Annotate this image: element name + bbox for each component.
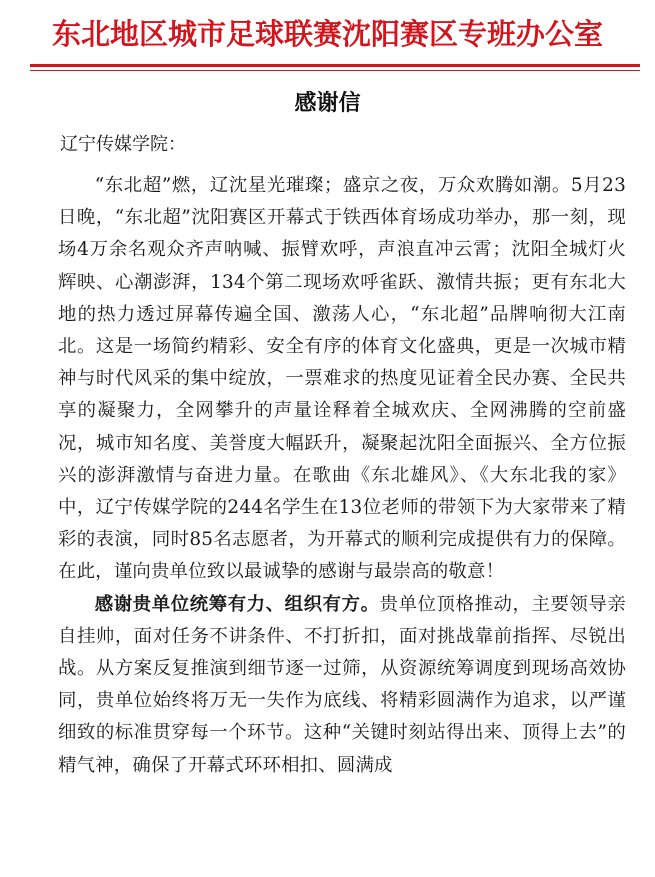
paragraph-2-body: 贵单位顶格推动，主要领导亲自挂帅，面对任务不讲条件、不打折扣，面对挑战靠前指挥、尽锐出战。从方案反复推演到细节逐一过筛，从资源统筹调度到现场高效协同，贵单位始终将万无一失作为底线、将精彩圆满作为追求，以严谨细致的标准贯穿每一个环节。这种“关键时刻站得出来、顶得上去”的精气神，确保了开幕式环环相扣、圆满成 — [58, 593, 626, 776]
paragraph-1: “东北超”燃，辽沈星光璀璨；盛京之夜，万众欢腾如潮。5月23日晚，“东北超”沈阳赛区开幕式于铁西体育场成功举办，那一刻，现场4万余名观众齐声呐喊、振臂欢呼，声浪直冲云霄；沈阳全城灯火辉映、心潮澎湃，134个第二现场欢呼雀跃、激情共振；更有东北大地的热力透过屏幕传遍全国、激荡人心，“东北超”品牌响彻大江南北。这是一场简约精彩、安全有序的体育文化盛典，更是一次城市精神与时代风采的集中绽放，一票难求的热度见证着全民办赛、全民共享的凝聚力，全网攀升的声量诠释着全城欢庆、全网沸腾的空前盛况，城市知名度、美誉度大幅跃升，凝聚起沈阳全面振兴、全方位振兴的澎湃激情与奋进力量。在歌曲《东北雄风》、《大东北我的家》中，辽宁传媒学院的244名学生在13位老师的带领下为大家带来了精彩的表演，同时85名志愿者，为开幕式的顺利完成提供有力的保障。在此，谨向贵单位致以最诚挚的感谢与最崇高的敬意！ — [58, 175, 626, 583]
letterhead-rule-thin — [30, 70, 640, 71]
letter-body — [58, 170, 626, 782]
letterhead-title: 东北地区城市足球联赛沈阳赛区专班办公室 — [51, 17, 603, 51]
paragraph-2-lead: 感谢贵单位统筹有力、组织有方。 — [94, 593, 380, 615]
salutation: 辽宁传媒学院： — [60, 134, 186, 155]
paragraph-2 — [58, 589, 626, 782]
letterhead-rule-thick — [30, 64, 640, 67]
letter-title: 感谢信 — [294, 91, 361, 116]
